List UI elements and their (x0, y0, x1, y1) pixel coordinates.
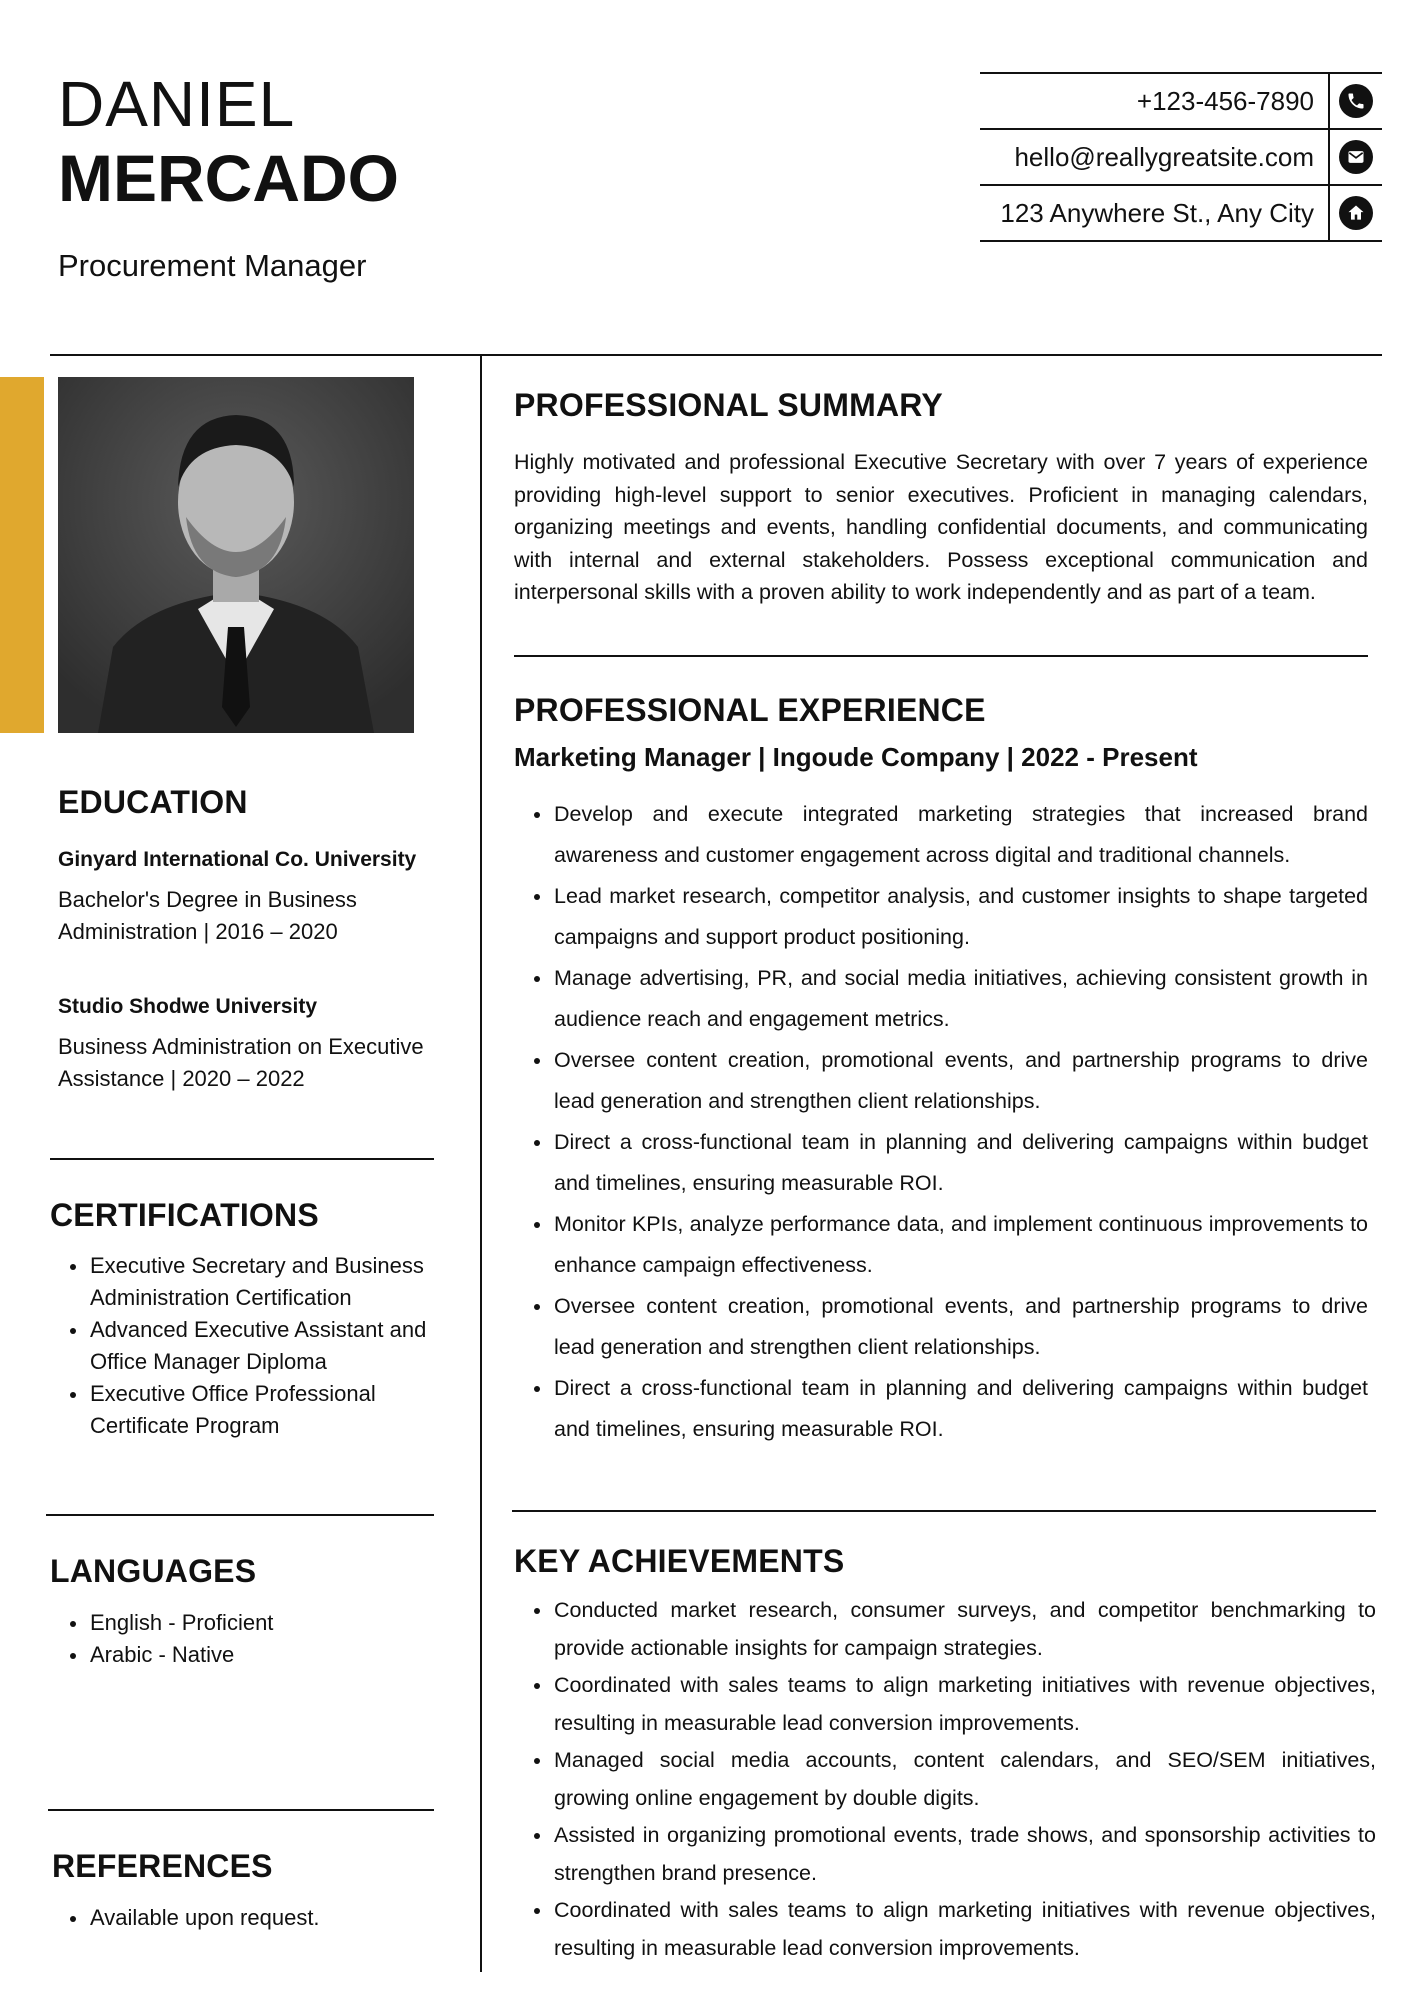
achievements-heading: KEY ACHIEVEMENTS (514, 1543, 845, 1579)
list-item: Conducted market research, consumer surveys, and competitor benchmarking to provide actionable insights for campaign strategies. (554, 1592, 1376, 1667)
contact-email-row (980, 128, 1382, 184)
home-icon (1339, 196, 1373, 230)
phone-icon (1339, 84, 1373, 118)
address-text: 123 Anywhere St., Any City (1000, 197, 1314, 228)
education-school-2: Studio Shodwe University (58, 995, 318, 1018)
experience-role: Marketing Manager | Ingoude Company | 2022 - Present (514, 742, 1198, 772)
languages-divider (48, 1809, 434, 1811)
references-list (58, 1902, 428, 1934)
contact-block (980, 72, 1382, 242)
list-item: Monitor KPIs, analyze performance data, and implement continuous improvements to enhance campaign effectiveness. (554, 1204, 1368, 1286)
education-degree-1: Bachelor's Degree in Business Administration | 2016 – 2020 (58, 887, 357, 944)
certifications-divider (46, 1514, 434, 1516)
experience-heading: PROFESSIONAL EXPERIENCE (514, 692, 986, 728)
education-heading: EDUCATION (58, 784, 248, 820)
list-item: Coordinated with sales teams to align marketing initiatives with revenue objectives, resulting in measurable lead conversion improvements. (554, 1667, 1376, 1742)
column-divider (480, 355, 482, 1972)
list-item: Oversee content creation, promotional events, and partnership programs to drive lead generation and strengthen client relationships. (554, 1040, 1368, 1122)
email-icon-cell (1328, 130, 1382, 184)
list-item: Lead market research, competitor analysis, and customer insights to shape targeted campaigns and support product positioning. (554, 876, 1368, 958)
list-item: Executive Secretary and Business Administration Certification (90, 1250, 428, 1314)
email-text[interactable]: hello@reallygreatsite.com (1014, 141, 1314, 172)
list-item: Executive Office Professional Certificate Program (90, 1378, 428, 1442)
certifications-heading: CERTIFICATIONS (50, 1197, 319, 1233)
list-item: English - Proficient (90, 1607, 428, 1639)
list-item: Arabic - Native (90, 1639, 428, 1671)
header-divider (50, 354, 1382, 356)
phone-icon-cell (1328, 74, 1382, 128)
certifications-list (58, 1250, 428, 1442)
list-item: Develop and execute integrated marketing strategies that increased brand awareness and customer engagement across digital and traditional channels. (554, 794, 1368, 876)
last-name: MERCADO (58, 141, 399, 215)
languages-heading: LANGUAGES (50, 1553, 257, 1589)
first-name: DANIEL (58, 68, 296, 140)
contact-address-row (980, 184, 1382, 242)
accent-bar (0, 377, 44, 733)
address-icon-cell (1328, 186, 1382, 240)
envelope-icon (1339, 140, 1373, 174)
list-item: Available upon request. (90, 1902, 428, 1934)
list-item: Assisted in organizing promotional events, trade shows, and sponsorship activities to strengthen brand presence. (554, 1817, 1376, 1892)
references-heading: REFERENCES (52, 1848, 273, 1884)
list-item: Manage advertising, PR, and social media initiatives, achieving consistent growth in audience reach and engagement metrics. (554, 958, 1368, 1040)
experience-list (522, 794, 1368, 1450)
education-divider (50, 1158, 434, 1160)
list-item: Direct a cross-functional team in planning and delivering campaigns within budget and timelines, ensuring measurable ROI. (554, 1368, 1368, 1450)
list-item: Oversee content creation, promotional events, and partnership programs to drive lead generation and strengthen client relationships. (554, 1286, 1368, 1368)
job-title: Procurement Manager (58, 248, 367, 283)
education-degree-2: Business Administration on Executive Assistance | 2020 – 2022 (58, 1034, 424, 1091)
experience-divider (512, 1510, 1376, 1512)
profile-photo (58, 377, 414, 733)
list-item: Coordinated with sales teams to align marketing initiatives with revenue objectives, resulting in measurable lead conversion improvements. (554, 1892, 1376, 1967)
languages-list (58, 1607, 428, 1671)
summary-text: Highly motivated and professional Executive Secretary with over 7 years of experience providing high-level support to senior executives. Proficient in managing calendars, organizing meetings and events, handling confidential documents, and communicating with internal and external stakeholders. Possess exceptional communication and interpersonal skills with a proven ability to work independently and as part of a team. (514, 450, 1368, 604)
list-item: Managed social media accounts, content calendars, and SEO/SEM initiatives, growing online engagement by double digits. (554, 1742, 1376, 1817)
list-item: Direct a cross-functional team in planning and delivering campaigns within budget and timelines, ensuring measurable ROI. (554, 1122, 1368, 1204)
contact-phone-row (980, 72, 1382, 128)
phone-text[interactable]: +123-456-7890 (1136, 85, 1314, 116)
education-school-1: Ginyard International Co. University (58, 848, 417, 871)
summary-heading: PROFESSIONAL SUMMARY (514, 387, 943, 423)
list-item: Advanced Executive Assistant and Office Manager Diploma (90, 1314, 428, 1378)
summary-divider (514, 655, 1368, 657)
achievements-list (522, 1592, 1376, 1967)
